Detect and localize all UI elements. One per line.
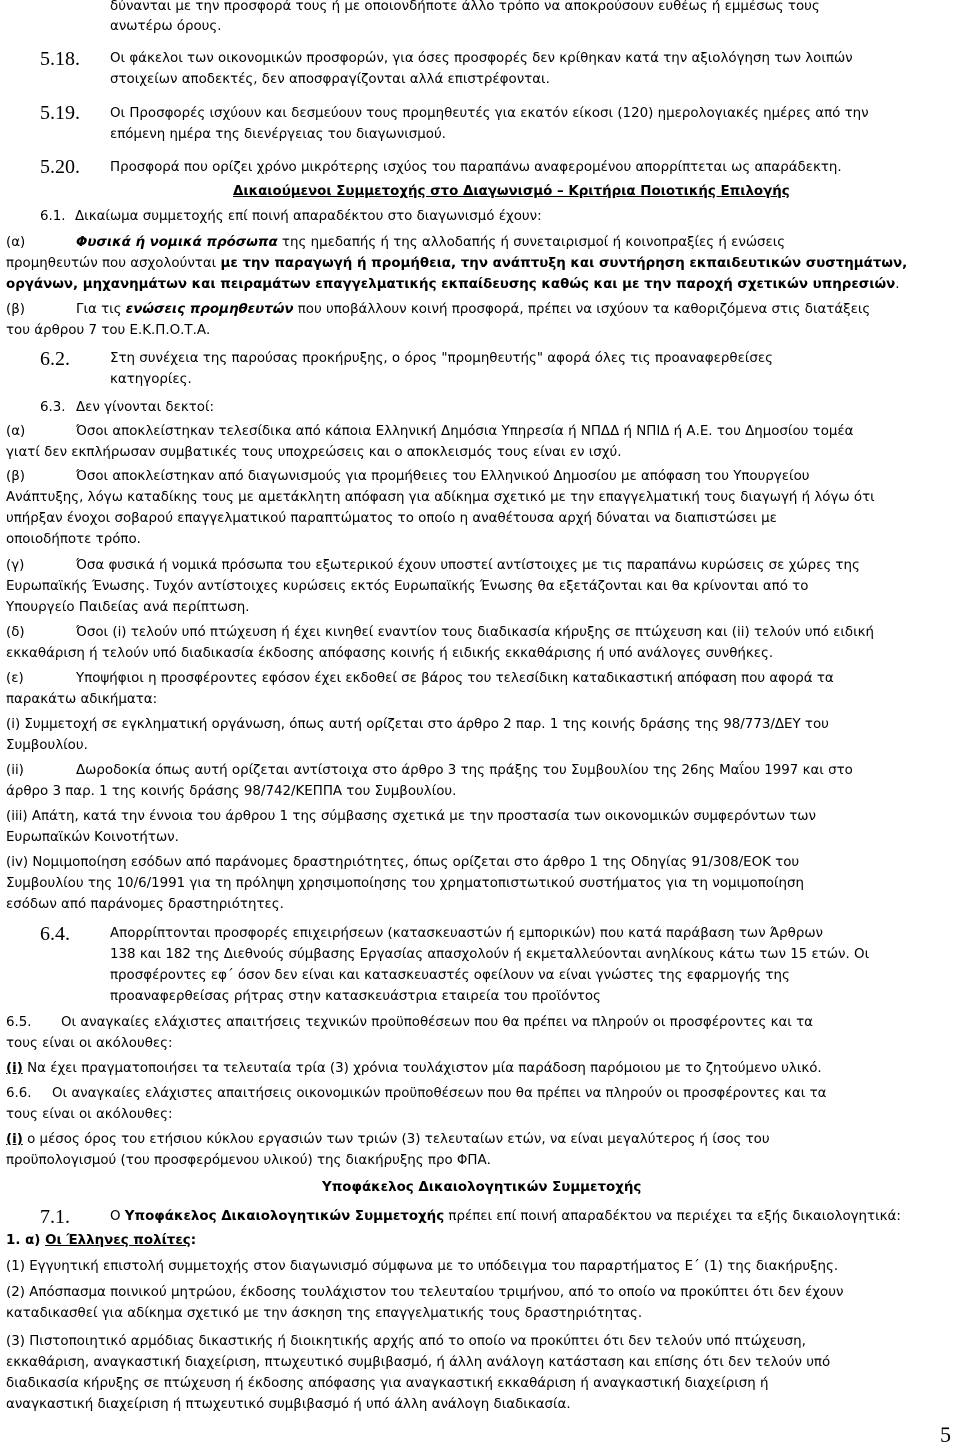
paragraph-line: Υποψήφιοι η προσφέροντες εφόσον έχει εκδοθεί σε βάρος του τελεσίδικη καταδικαστική απόφαση που αφορά τα: [76, 671, 834, 686]
bold-text: Φυσικά ή νομικά πρόσωπα: [76, 235, 278, 250]
paragraph-line: Υπουργείο Παιδείας ανά περίπτωση.: [6, 600, 250, 615]
paragraph-line: Οι Προσφορές ισχύουν και δεσμεύουν τους προμηθευτές για εκατόν είκοσι (120) ημερολογιακές ημέρες από την: [110, 106, 869, 121]
text: :: [190, 1233, 197, 1248]
paragraph-line: προσφέροντες εφ΄ όσον δεν είναι και κατασκευαστές οφείλουν να είναι γνώστες της εφαρμογής της: [110, 968, 790, 983]
paragraph-line: (iii) Απάτη, κατά την έννοια του άρθρου 1 της σύμβασης σχετικά με την προστασία των οικονομικών συμφερόντων των: [6, 809, 816, 824]
paragraph-line: Ευρωπαϊκών Κοινοτήτων.: [6, 830, 179, 845]
section-number: 6.2.: [40, 348, 70, 370]
paragraph-line: Όσοι αποκλείστηκαν από διαγωνισμούς για προμήθειες του Ελληνικού Δημοσίου με απόφαση του Υπουργείου: [76, 469, 810, 484]
text: πρέπει επί ποινή απαραδέκτου να περιέχει τα εξής δικαιολογητικά:: [444, 1209, 901, 1224]
text: που υποβάλλουν κοινή προσφορά, πρέπει να ισχύουν τα καθοριζόμενα στις διατάξεις: [293, 302, 871, 317]
item-label: (δ): [6, 625, 25, 640]
item-label: (i): [6, 1132, 23, 1147]
item-label: (β): [6, 469, 25, 484]
paragraph-line: εκκαθάριση ή τελούν υπό διαδικασία έκδοσης απόφασης κοινής ή ειδικής εκκαθάρισης ή υπό ανάλογες συνθήκες.: [6, 646, 774, 661]
paragraph-line: προϋπολογισμού (του προσφερόμενου υλικού) της διακήρυξης προ ΦΠΑ.: [6, 1153, 491, 1168]
section-number: 7.1.: [40, 1206, 70, 1228]
paragraph-line: αναγκαστική διαχείριση ή πτωχευτικό συμβιβασμό ή υπό άλλη ανάλογη διαδικασία.: [6, 1397, 571, 1412]
paragraph-line: Οι αναγκαίες ελάχιστες απαιτήσεις οικονομικών προϋποθέσεων που θα πρέπει να πληρούν οι προσφέροντες και τα: [52, 1086, 827, 1101]
paragraph-line: [76, 299, 870, 321]
page-number: 5: [940, 1422, 951, 1447]
paragraph-line: 138 και 182 της Διεθνούς σύμβασης Εργασίας απασχολούν ή εκμεταλλεύονται ανηλίκους κάτω των 15 ετών. Οι: [110, 947, 870, 962]
text: Να έχει πραγματοποιήσει τα τελευταία τρία (3) χρόνια τουλάχιστον μία παράδοση παρόμοιου με το ζητούμενο υλικό.: [22, 1061, 822, 1076]
item-label: (β): [6, 302, 25, 317]
section-number: 5.20.: [40, 156, 80, 178]
section-number: 6.1.: [40, 209, 66, 224]
paragraph-line: Δεν γίνονται δεκτοί:: [76, 400, 215, 415]
paragraph-line: γιατί δεν εκπλήρωσαν συμβατικές τους υποχρεώσεις και ο αποκλεισμός τους είναι εν ισχύ.: [6, 445, 622, 460]
paragraph-line: (i) Συμμετοχή σε εγκληματική οργάνωση, όπως αυτή ορίζεται στο άρθρο 2 παρ. 1 της κοινής δράσης της 98/773/ΔΕΥ του: [6, 717, 829, 732]
paragraph-line: καταδικασθεί για αδίκημα σχετικό με την άσκηση της επαγγελματικής τους δραστηριότητας.: [6, 1306, 643, 1321]
paragraph-line: Δωροδοκία όπως αυτή ορίζεται αντίστοιχα στο άρθρο 3 της πράξης του Συμβουλίου της 26ης Μαΐου 1997 και στο: [76, 763, 853, 778]
paragraph-line: Δικαίωμα συμμετοχής επί ποινή απαραδέκτου στο διαγωνισμό έχουν:: [75, 209, 542, 224]
paragraph-line: δύνανται με την προσφορά τους ή με οποιονδήποτε άλλο τρόπο να αποκρούσουν ευθέως ή εμμέσως τους: [110, 0, 820, 14]
paragraph-line: άρθρο 3 παρ. 1 της κοινής δράσης 98/742/ΚΕΠΠΑ του Συμβουλίου.: [6, 784, 457, 799]
sub-heading: [6, 1230, 196, 1252]
paragraph-line: Συμβουλίου της 10/6/1991 για τη πρόληψη χρησιμοποίησης του χρηματοπιστωτικού συστήματος για τη νομιμοποίηση: [6, 876, 804, 891]
paragraph-line: [6, 253, 907, 275]
paragraph-line: Απορρίπτονται προσφορές επιχειρήσεων (κατασκευαστών ή εμπορικών) που κατά παράβαση των Άρθρων: [110, 926, 824, 941]
paragraph-line: Όσοι αποκλείστηκαν τελεσίδικα από κάποια Ελληνική Δημόσια Υπηρεσία ή ΝΠΔΔ ή ΝΠΙΔ ή Α.Ε. του Δημοσίου τομέα: [76, 424, 854, 439]
paragraph-line: [6, 1058, 822, 1080]
paragraph-line: Όσα φυσικά ή νομικά πρόσωπα του εξωτερικού έχουν υποστεί αντίστοιχες με τις παραπάνω κυρώσεις σε χώρες της: [76, 558, 860, 573]
bold-text: με την παραγωγή ή προμήθεια, την ανάπτυξη και συντήρηση εκπαιδευτικών συστημάτων,: [220, 256, 908, 271]
paragraph-line: ανωτέρω όρους.: [110, 19, 222, 34]
item-label: (i): [6, 1061, 23, 1076]
section-number: 5.19.: [40, 102, 80, 124]
paragraph-line: τους είναι οι ακόλουθες:: [6, 1107, 173, 1122]
section-number: 6.5.: [6, 1015, 32, 1030]
paragraph-line: (2) Απόσπασμα ποινικού μητρώου, έκδοσης τουλάχιστον του τελευταίου τριμήνου, από το οποίο να προκύπτει ότι δεν έχουν: [6, 1285, 844, 1300]
paragraph-line: στοιχείων αποδεκτές, δεν αποσφραγίζονται αλλά επιστρέφονται.: [110, 72, 550, 87]
section-number: 6.4.: [40, 923, 70, 945]
text: της ημεδαπής ή της αλλοδαπής ή συνεταιρισμοί ή κοινοπραξίες ή ενώσεις: [277, 235, 786, 250]
paragraph-line: τους είναι οι ακόλουθες:: [6, 1036, 173, 1051]
paragraph-line: Ευρωπαϊκής Ένωσης. Τυχόν αντίστοιχες κυρώσεις εκτός Ευρωπαϊκής Ένωσης θα εξετάζονται και θα κρίνονται από το: [6, 579, 809, 594]
text: Για τις: [76, 302, 126, 317]
text: Ο: [110, 1209, 125, 1224]
paragraph-line: [6, 1129, 770, 1151]
paragraph-line: εκκαθάριση, αναγκαστική διαχείριση, πτωχευτικό συμβιβασμό, ή άλλη ανάλογη κατάσταση και επίσης ότι δεν τελούν υπό: [6, 1355, 831, 1370]
paragraph-line: [110, 1206, 901, 1228]
item-label: (ii): [6, 763, 24, 778]
text: προμηθευτών που ασχολούνται: [6, 256, 221, 271]
paragraph-line: οποιοδήποτε τρόπο.: [6, 532, 141, 547]
paragraph-line: Συμβουλίου.: [6, 738, 88, 753]
paragraph-line: παρακάτω αδικήματα:: [6, 692, 158, 707]
paragraph-line: διαδικασία κήρυξης σε πτώχευση ή έκδοσης απόφασης για αναγκαστική εκκαθάριση ή αναγκαστική διαχείριση ή: [6, 1376, 769, 1391]
paragraph-line: Οι φάκελοι των οικονομικών προσφορών, για όσες προσφορές δεν κρίθηκαν κατά την αξιολόγηση των λοιπών: [110, 51, 853, 66]
text: .: [895, 277, 900, 292]
sub-number: 1. α): [6, 1233, 41, 1248]
paragraph-line: (iv) Νομιμοποίηση εσόδων από παράνομες δραστηριότητες, όπως ορίζεται στο άρθρο 1 της Οδηγίας 91/308/ΕΟΚ του: [6, 855, 800, 870]
paragraph-line: προαναφερθείσας ρήτρας στην κατασκευάστρια εταιρεία του προϊόντος: [110, 989, 601, 1004]
section-heading: Δικαιούμενοι Συμμετοχής στο Διαγωνισμό – Κριτήρια Ποιοτικής Επιλογής: [233, 184, 790, 199]
paragraph-line: κατηγορίες.: [110, 372, 192, 387]
item-label: (ε): [6, 671, 24, 686]
paragraph-line: εσόδων από παράνομες δραστηριότητες.: [6, 897, 284, 912]
paragraph-line: (1) Εγγυητική επιστολή συμμετοχής στον διαγωνισμό σύμφωνα με το υπόδειγμα του παραρτήματος Ε΄ (1) της διακήρυξης.: [6, 1259, 839, 1274]
paragraph-line: επόμενη ημέρα της διενέργειας του διαγωνισμού.: [110, 127, 446, 142]
paragraph-line: Προσφορά που ορίζει χρόνο μικρότερης ισχύος του παραπάνω αναφερομένου απορρίπτεται ως απαράδεκτη.: [110, 160, 842, 175]
section-number: 6.3.: [40, 400, 66, 415]
bold-text: οργάνων, μηχανημάτων και πειραμάτων επαγγελματικής εκπαίδευσης καθώς και με την παροχή σχετικών υπηρεσιών: [6, 277, 896, 292]
bold-text: ενώσεις προμηθευτών: [125, 302, 294, 317]
paragraph-line: [76, 232, 785, 254]
paragraph-line: υπήρξαν ένοχοι σοβαρού επαγγελματικού παραπτώματος το οποίο η αναθέτουσα αρχή δύναται να διαπιστώσει με: [6, 511, 777, 526]
section-number: 5.18.: [40, 48, 80, 70]
paragraph-line: Οι αναγκαίες ελάχιστες απαιτήσεις τεχνικών προϋποθέσεων που θα πρέπει να πληρούν οι προσφέροντες και τα: [61, 1015, 813, 1030]
item-label: (γ): [6, 558, 25, 573]
sub-title: Οι Έλληνες πολίτες: [45, 1233, 191, 1248]
paragraph-line: Όσοι (i) τελούν υπό πτώχευση ή έχει κινηθεί εναντίον τους διαδικασία κήρυξης σε πτώχευση και (ii) τελούν υπό ειδική: [76, 625, 874, 640]
paragraph-line: Ανάπτυξης, λόγω καταδίκης τους με αμετάκλητη απόφαση για αδίκημα σχετικό με την επαγγελματική τους διαγωγή ή λόγω ότι: [6, 490, 875, 505]
paragraph-line: (3) Πιστοποιητικό αρμόδιας δικαστικής ή διοικητικής αρχής από το οποίο να προκύπτει ότι δεν τελούν υπό πτώχευση,: [6, 1334, 806, 1349]
bold-text: Υποφάκελος Δικαιολογητικών Συμμετοχής: [124, 1209, 445, 1224]
item-label: (α): [6, 235, 26, 250]
paragraph-line: Στη συνέχεια της παρούσας προκήρυξης, ο όρος "προμηθευτής" αφορά όλες τις προαναφερθείσες: [110, 351, 773, 366]
paragraph-line: [6, 274, 899, 296]
section-heading: Υποφάκελος Δικαιολογητικών Συμμετοχής: [322, 1180, 642, 1195]
paragraph-line: του άρθρου 7 του Ε.Κ.Π.Ο.Τ.Α.: [6, 323, 211, 338]
section-number: 6.6.: [6, 1086, 32, 1101]
text: ο μέσος όρος του ετήσιου κύκλου εργασιών των τριών (3) τελευταίων ετών, να είναι μεγαλύτερος ή ίσος του: [22, 1132, 770, 1147]
item-label: (α): [6, 424, 26, 439]
